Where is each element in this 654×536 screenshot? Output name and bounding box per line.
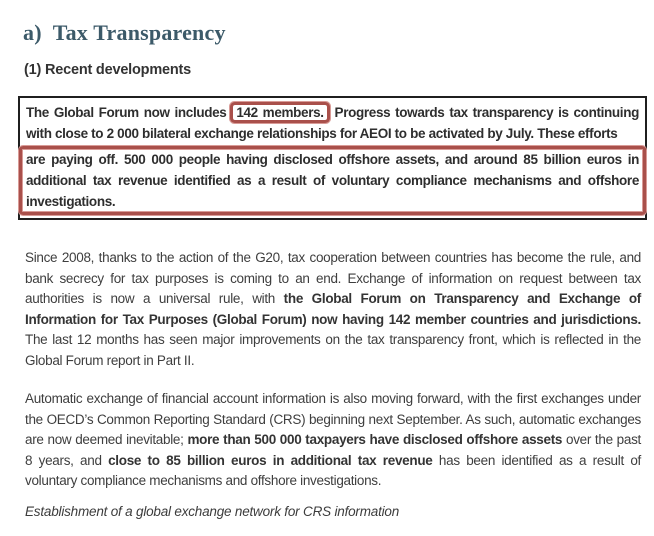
highlight-box-savings xyxy=(19,146,646,215)
paragraph-text: The last 12 months has seen major improvements on the tax transparency front, which is reflected in the Global Forum report in Part II. xyxy=(25,332,641,368)
subsection-heading: (1) Recent developments xyxy=(24,62,192,78)
paragraph-automatic-exchange xyxy=(25,389,641,492)
callout-highlighted-text: are paying off. 500 000 people having disclosed offshore assets, and around 85 billion euros in additional tax revenue identified as a result of voluntary compliance mechanisms and offshore investigations. xyxy=(26,152,639,209)
paragraph-text: over the past 8 years, and xyxy=(25,432,641,468)
bold-tax-revenue: close to 85 billion euros in additional tax revenue xyxy=(108,452,433,468)
bold-global-forum-membership: the Global Forum on Transparency and Exchange of Information for Tax Purposes (Global Forum) now having 142 member countries and jurisdictions. xyxy=(25,291,641,327)
subsection-italic-heading: Establishment of a global exchange network for CRS information xyxy=(25,504,400,519)
callout-text-part1: The Global Forum now includes xyxy=(26,105,227,120)
bold-taxpayers-disclosed: more than 500 000 taxpayers have disclosed offshore assets xyxy=(187,432,563,448)
highlight-box-members: 142 members. xyxy=(233,105,326,120)
paragraph-text: Automatic exchange of financial account information is also moving forward, with the first exchanges under the OECD’s Common Reporting Standard (CRS) beginning next September. As such, automatic exchanges are now deemed inevitable; xyxy=(25,391,641,448)
paragraph-global-forum xyxy=(25,248,641,372)
section-heading-prefix: a) xyxy=(23,20,42,45)
section-heading-text: Tax Transparency xyxy=(52,20,226,45)
paragraph-text: Since 2008, thanks to the action of the G20, tax cooperation between countries has become the rule, and bank secrecy for tax purposes is coming to an end. Exchange of information on request between tax authorities is now a universal rule, with xyxy=(25,250,641,307)
paragraph-text: has been identified as a result of voluntary compliance mechanisms and offshore investigations. xyxy=(25,452,641,489)
section-heading xyxy=(23,20,226,46)
callout-paragraph xyxy=(26,102,639,215)
summary-callout-box xyxy=(18,96,647,220)
callout-text-part2: Progress towards tax transparency is continuing with close to 2 000 bilateral exchange relationships for AEOI to be activated by July. These efforts xyxy=(26,105,640,141)
